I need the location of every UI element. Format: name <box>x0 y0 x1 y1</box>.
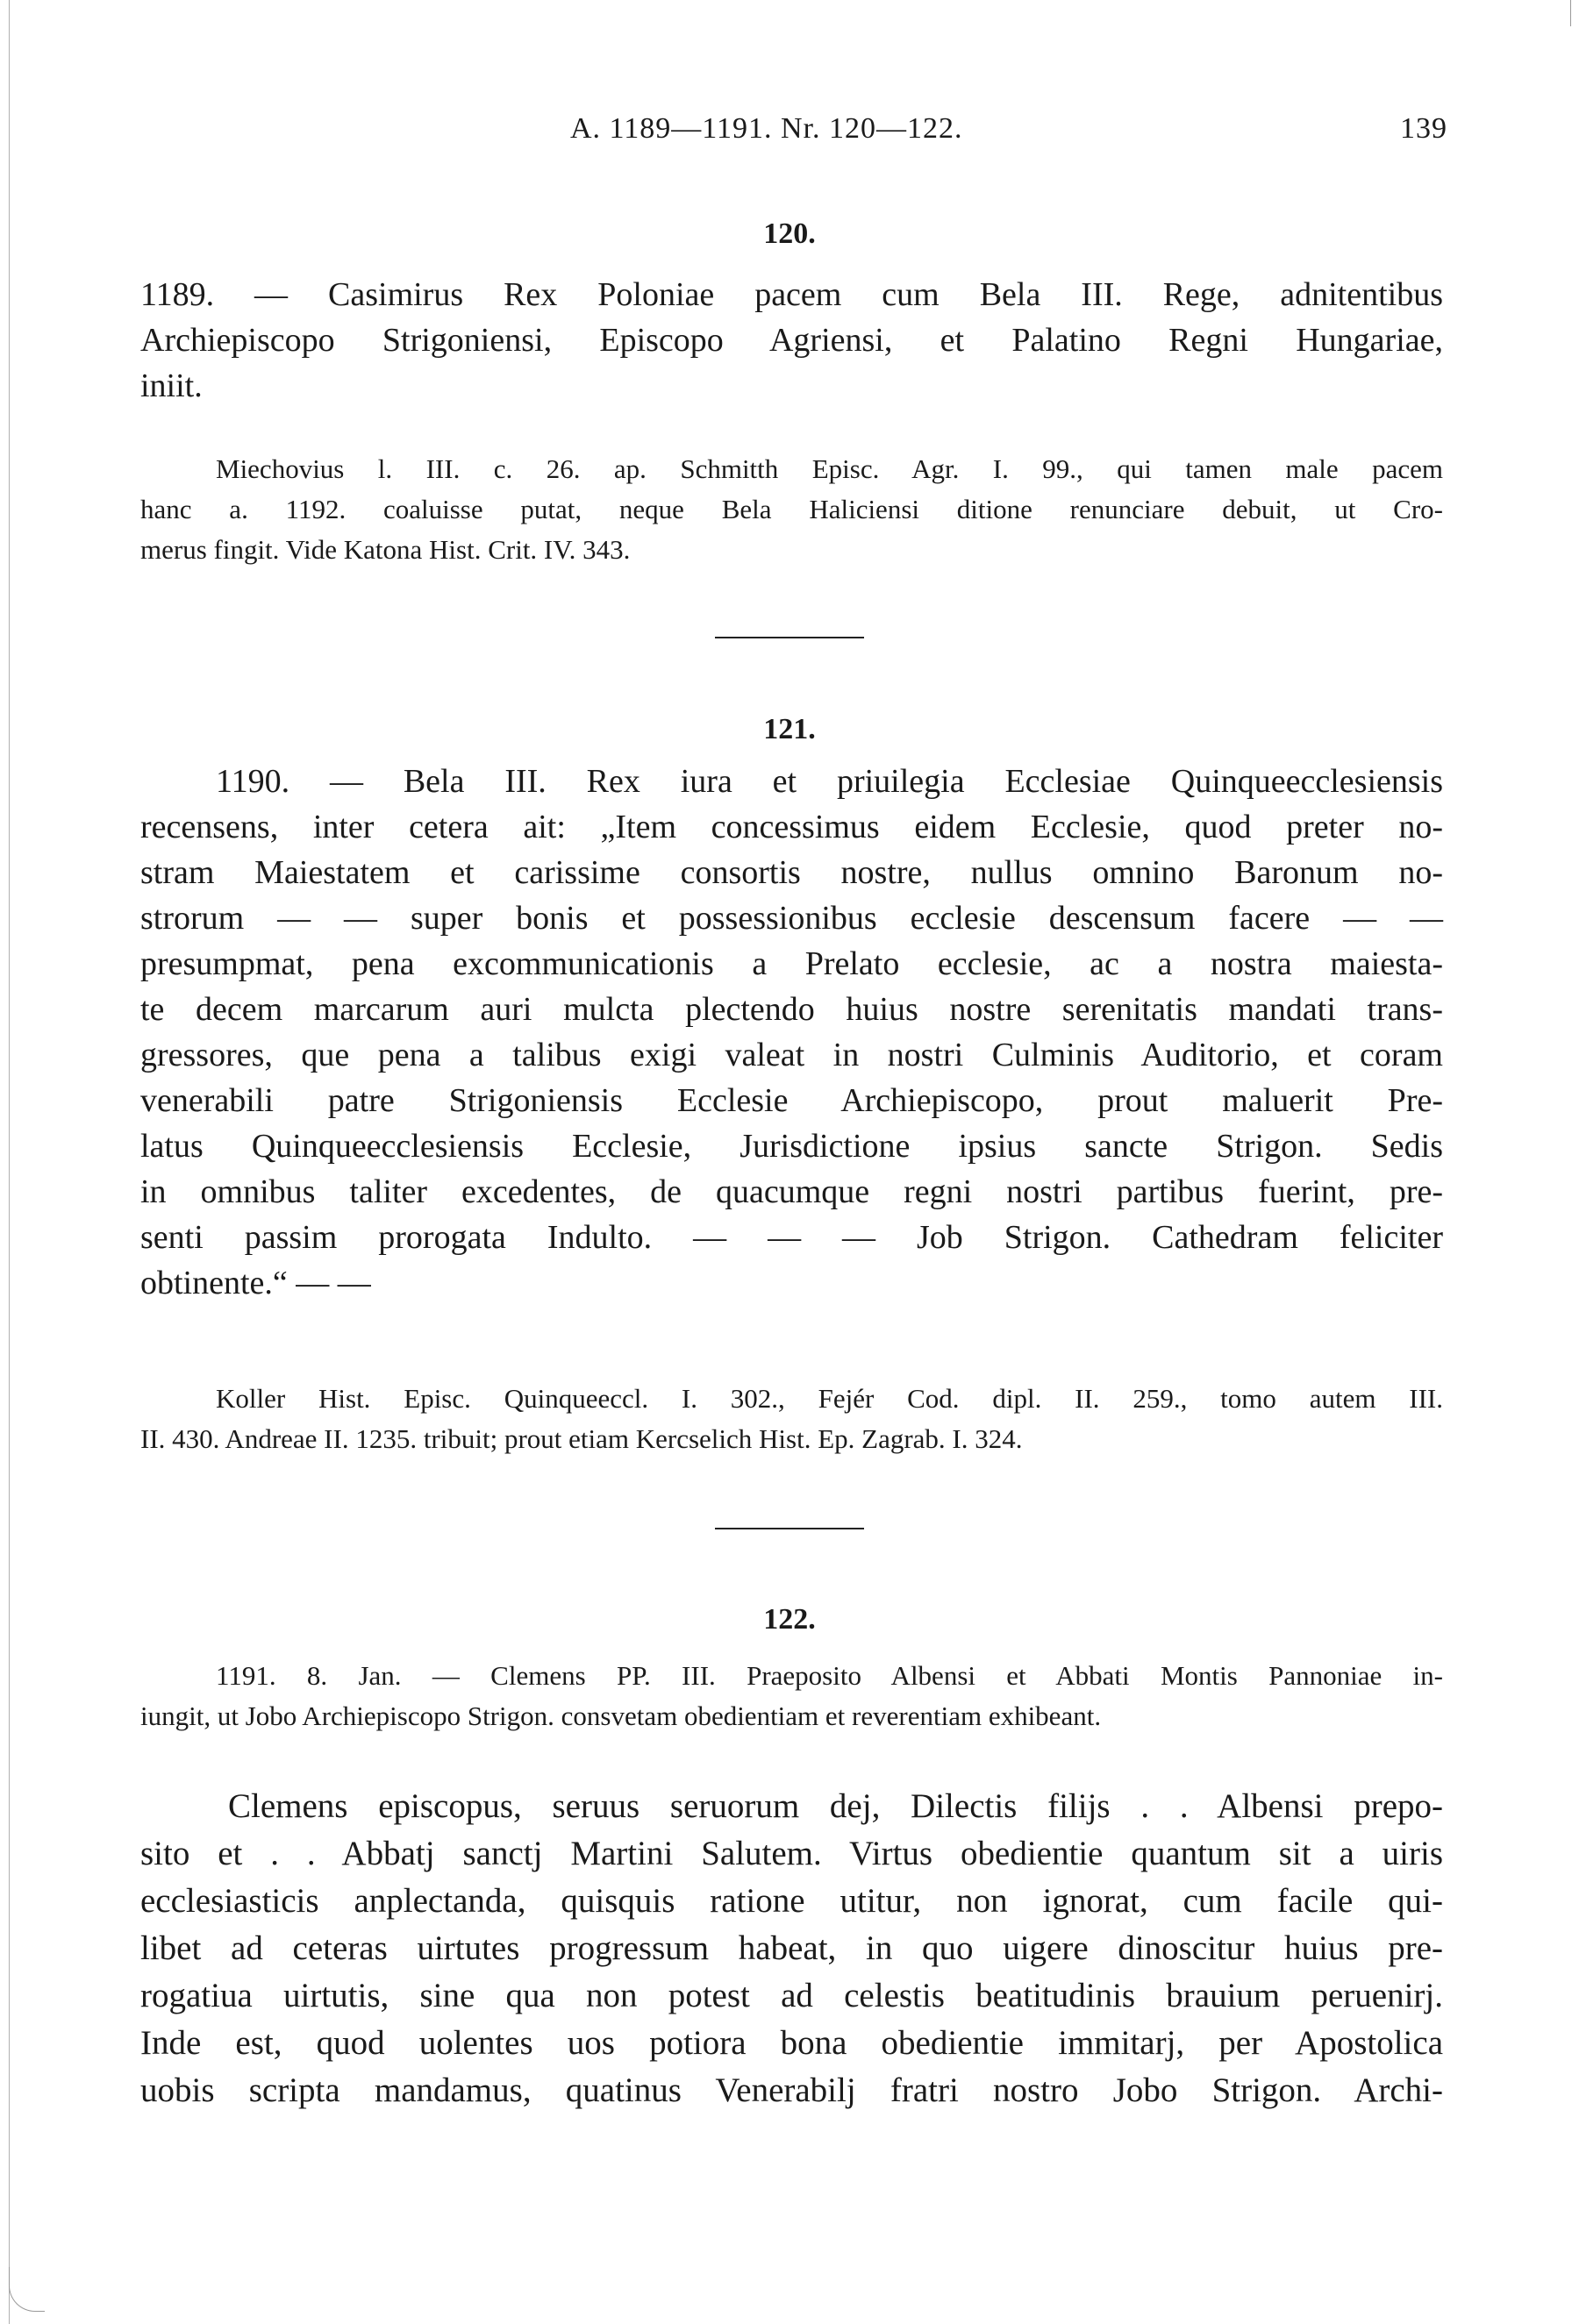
text-line: recensens, inter cetera ait: „Item concessimus eidem Ecclesie, quod preter no- <box>140 809 1443 845</box>
text-line: II. 430. Andreae II. 1235. tribuit; prout etiam Kercselich Hist. Ep. Zagrab. I. 324. <box>140 1423 1023 1454</box>
running-title: A. 1189—1191. Nr. 120—122. <box>570 112 963 145</box>
text-line: Koller Hist. Episc. Quinqueeccl. I. 302., Fejér Cod. dipl. II. 259., tomo autem III. <box>216 1383 1443 1414</box>
text-line: stram Maiestatem et carissime consortis nostre, nullus omnino Baronum no- <box>140 854 1443 891</box>
document-number-121: 121. <box>763 713 816 745</box>
note-120 <box>140 449 1443 570</box>
text-line: rogatiua uirtutis, sine qua non potest ad celestis beatitudinis brauium peruenirj. <box>140 1977 1443 2014</box>
text-line: sito et . . Abbatj sanctj Martini Salutem. Virtus obedientie quantum sit a uiris <box>140 1835 1443 1872</box>
text-line: senti passim prorogata Indulto. — — — Job Strigon. Cathedram feliciter <box>140 1219 1443 1256</box>
text-line: hanc a. 1192. coaluisse putat, neque Bela Haliciensi ditione renunciare debuit, ut Cro- <box>140 494 1443 524</box>
text-line: latus Quinqueecclesiensis Ecclesie, Jurisdictione ipsius sancte Strigon. Sedis <box>140 1128 1443 1165</box>
text-line: strorum — — super bonis et possessionibus ecclesie descensum facere — — <box>140 900 1443 937</box>
section-divider <box>715 1528 864 1529</box>
document-number-120: 120. <box>763 217 816 250</box>
text-line: Inde est, quod uolentes uos potiora bona obedientie immitarj, per Apostolica <box>140 2024 1443 2062</box>
document-number-122: 122. <box>763 1603 816 1636</box>
text-line: Clemens episcopus, seruus seruorum dej, Dilectis filijs . . Albensi prepo- <box>228 1787 1443 1825</box>
text-line: uobis scripta mandamus, quatinus Venerabilj fratri nostro Jobo Strigon. Archi- <box>140 2071 1443 2109</box>
text-line: 1191. 8. Jan. — Clemens PP. III. Praeposito Albensi et Abbati Montis Pannoniae in- <box>216 1660 1443 1691</box>
text-line: iniit. <box>140 367 203 404</box>
text-122 <box>140 1783 1443 2114</box>
text-line: 1190. — Bela III. Rex iura et priuilegia Ecclesiae Quinqueecclesiensis <box>216 763 1443 800</box>
text-line: te decem marcarum auri mulcta plectendo huius nostre serenitatis mandati trans- <box>140 991 1443 1028</box>
page-number: 139 <box>1400 112 1447 145</box>
text-line: merus fingit. Vide Katona Hist. Crit. IV. 343. <box>140 534 631 565</box>
text-121 <box>140 759 1443 1306</box>
text-line: Miechovius l. III. c. 26. ap. Schmitth Episc. Agr. I. 99., qui tamen male pacem <box>216 453 1443 484</box>
text-line: libet ad ceteras uirtutes progressum habeat, in quo uigere dinoscitur huius pre- <box>140 1929 1443 1967</box>
text-line: obtinente.“ — — <box>140 1265 371 1301</box>
text-line: presumpmat, pena excommunicationis a Prelato ecclesie, ac a nostra maiesta- <box>140 945 1443 982</box>
section-divider <box>715 637 864 638</box>
text-line: venerabili patre Strigoniensis Ecclesie Archiepiscopo, prout maluerit Pre- <box>140 1082 1443 1119</box>
text-line: ecclesiasticis anplectanda, quisquis ratione utitur, non ignorat, cum facile qui- <box>140 1882 1443 1920</box>
text-line: 1189. — Casimirus Rex Poloniae pacem cum Bela III. Rege, adnitentibus <box>140 276 1443 313</box>
text-line: iungit, ut Jobo Archiepiscopo Strigon. consvetam obedientiam et reverentiam exhibeant. <box>140 1700 1102 1731</box>
text-line: Archiepiscopo Strigoniensi, Episcopo Agriensi, et Palatino Regni Hungariae, <box>140 322 1443 359</box>
text-line: in omnibus taliter excedentes, de quacumque regni nostri partibus fuerint, pre- <box>140 1173 1443 1210</box>
summary-120 <box>140 272 1443 409</box>
note-121 <box>140 1379 1443 1459</box>
summary-122 <box>140 1656 1443 1736</box>
text-line: gressores, que pena a talibus exigi valeat in nostri Culminis Auditorio, et coram <box>140 1037 1443 1073</box>
